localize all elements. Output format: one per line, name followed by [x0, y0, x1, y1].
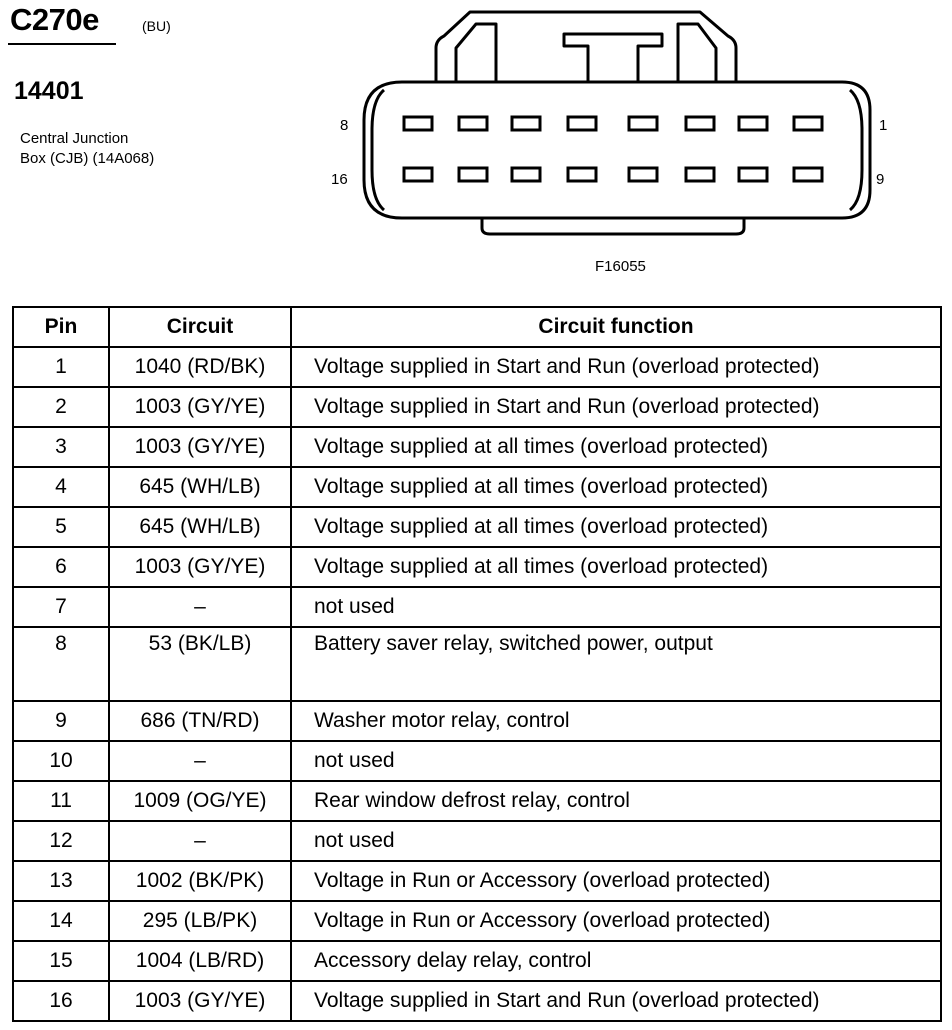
table-row	[13, 701, 941, 741]
cell-circuit: 1003 (GY/YE)	[109, 981, 291, 1021]
pin-cavity-3	[686, 117, 714, 130]
description-line-1: Central Junction	[20, 130, 129, 147]
connector-bottom-rail	[482, 218, 744, 234]
cell-function: not used	[291, 821, 941, 861]
cell-function: Voltage supplied in Start and Run (overload protected)	[291, 347, 941, 387]
cell-circuit: 1002 (BK/PK)	[109, 861, 291, 901]
part-number: 14401	[14, 77, 84, 105]
cell-function: Accessory delay relay, control	[291, 941, 941, 981]
cell-function: Voltage in Run or Accessory (overload protected)	[291, 861, 941, 901]
cell-function: not used	[291, 741, 941, 781]
cell-circuit: 1009 (OG/YE)	[109, 781, 291, 821]
header-pin: Pin	[13, 307, 109, 347]
cell-function: Voltage in Run or Accessory (overload protected)	[291, 901, 941, 941]
table-row	[13, 427, 941, 467]
cell-function: Voltage supplied at all times (overload protected)	[291, 467, 941, 507]
cell-pin: 8	[13, 627, 109, 701]
pin-cavity-12	[629, 168, 657, 181]
pin-cavity-8	[404, 117, 432, 130]
pin-cavity-9	[794, 168, 822, 181]
cell-circuit: 1040 (RD/BK)	[109, 347, 291, 387]
cell-circuit: 1003 (GY/YE)	[109, 427, 291, 467]
cell-function: Voltage supplied at all times (overload protected)	[291, 507, 941, 547]
table-row	[13, 387, 941, 427]
cell-circuit: 1003 (GY/YE)	[109, 547, 291, 587]
table-row	[13, 741, 941, 781]
table-row	[13, 587, 941, 627]
cell-circuit: 1003 (GY/YE)	[109, 387, 291, 427]
cell-function: Rear window defrost relay, control	[291, 781, 941, 821]
pin-label-16: 16	[331, 171, 348, 188]
cell-pin: 5	[13, 507, 109, 547]
table-row	[13, 901, 941, 941]
pin-table-header	[13, 307, 941, 347]
cell-pin: 10	[13, 741, 109, 781]
connector-face-diagram	[0, 0, 952, 300]
cell-function: not used	[291, 587, 941, 627]
table-row	[13, 627, 941, 701]
latch-left	[456, 24, 496, 82]
cell-pin: 11	[13, 781, 109, 821]
pin-cavity-10	[739, 168, 767, 181]
figure-id: F16055	[595, 258, 646, 275]
cell-circuit: –	[109, 741, 291, 781]
latch-right	[678, 24, 716, 82]
pin-cavities	[404, 117, 822, 181]
cell-pin: 6	[13, 547, 109, 587]
pin-cavity-1	[794, 117, 822, 130]
pin-label-1: 1	[879, 117, 888, 134]
cell-circuit: 645 (WH/LB)	[109, 467, 291, 507]
cell-pin: 15	[13, 941, 109, 981]
pin-cavity-14	[512, 168, 540, 181]
pin-cavity-5	[568, 117, 596, 130]
cell-pin: 14	[13, 901, 109, 941]
description-line-2: Box (CJB) (14A068)	[20, 150, 155, 167]
cell-pin: 9	[13, 701, 109, 741]
cell-pin: 16	[13, 981, 109, 1021]
cell-pin: 4	[13, 467, 109, 507]
pin-cavity-16	[404, 168, 432, 181]
pin-cavity-4	[629, 117, 657, 130]
cell-pin: 2	[13, 387, 109, 427]
cell-circuit: –	[109, 587, 291, 627]
cell-function: Battery saver relay, switched power, output	[291, 627, 941, 701]
cell-circuit: 645 (WH/LB)	[109, 507, 291, 547]
cell-pin: 12	[13, 821, 109, 861]
table-row	[13, 981, 941, 1021]
pin-cavity-2	[739, 117, 767, 130]
table-row	[13, 467, 941, 507]
table-row	[13, 547, 941, 587]
table-row	[13, 347, 941, 387]
connector-body-inner-left	[372, 90, 384, 210]
cell-circuit: 1004 (LB/RD)	[109, 941, 291, 981]
cell-circuit: 295 (LB/PK)	[109, 901, 291, 941]
connector-id: C270e	[10, 2, 99, 37]
table-row	[13, 781, 941, 821]
pin-cavity-11	[686, 168, 714, 181]
pin-label-9: 9	[876, 171, 885, 188]
cell-circuit: 686 (TN/RD)	[109, 701, 291, 741]
pin-label-8: 8	[340, 117, 349, 134]
cell-circuit: –	[109, 821, 291, 861]
table-row	[13, 941, 941, 981]
cell-circuit: 53 (BK/LB)	[109, 627, 291, 701]
cell-function: Washer motor relay, control	[291, 701, 941, 741]
header-circuit: Circuit	[109, 307, 291, 347]
pin-table	[12, 306, 942, 1022]
cell-pin: 3	[13, 427, 109, 467]
header-circuit-function: Circuit function	[291, 307, 941, 347]
cell-function: Voltage supplied at all times (overload protected)	[291, 547, 941, 587]
connector-body-inner-right	[850, 90, 862, 210]
cell-pin: 7	[13, 587, 109, 627]
table-row	[13, 861, 941, 901]
cell-pin: 13	[13, 861, 109, 901]
cell-function: Voltage supplied in Start and Run (overload protected)	[291, 387, 941, 427]
table-row	[13, 821, 941, 861]
pin-cavity-6	[512, 117, 540, 130]
pin-cavity-15	[459, 168, 487, 181]
cell-pin: 1	[13, 347, 109, 387]
cell-function: Voltage supplied at all times (overload protected)	[291, 427, 941, 467]
pin-cavity-13	[568, 168, 596, 181]
center-key	[564, 34, 662, 82]
cell-function: Voltage supplied in Start and Run (overload protected)	[291, 981, 941, 1021]
table-row	[13, 507, 941, 547]
connector-color-code: (BU)	[142, 18, 171, 34]
pin-cavity-7	[459, 117, 487, 130]
connector-body	[364, 82, 870, 218]
